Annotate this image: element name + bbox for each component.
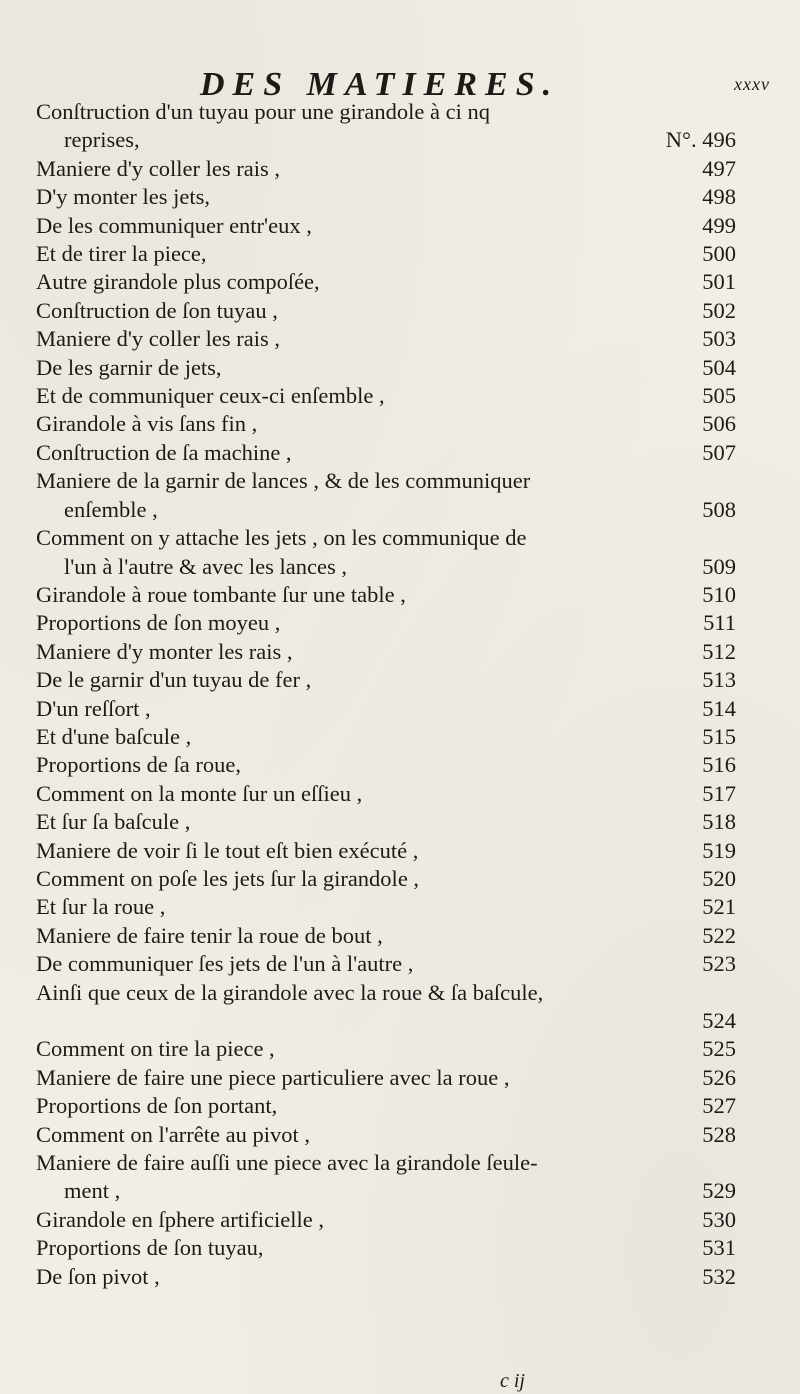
entry-text: Proportions de ſon moyeu , bbox=[36, 610, 281, 636]
entry-number: 514 bbox=[702, 695, 736, 721]
entry-text: Ainſi que ceux de la girandole avec la roue & ſa baſcule, bbox=[36, 979, 544, 1005]
catchword: c ij bbox=[500, 1370, 525, 1392]
index-entry bbox=[36, 1149, 736, 1206]
entry-number: 532 bbox=[702, 1263, 736, 1289]
index-entry bbox=[36, 695, 736, 723]
entry-number: 528 bbox=[702, 1121, 736, 1147]
entry-number: 501 bbox=[702, 269, 736, 295]
entry-text: Maniere d'y coller les rais , bbox=[36, 326, 280, 352]
entry-number: 510 bbox=[702, 581, 736, 607]
index-entry bbox=[36, 808, 736, 836]
entry-number: 507 bbox=[702, 439, 736, 465]
entry-number: 512 bbox=[702, 638, 736, 664]
index-entry bbox=[36, 212, 736, 240]
index-entry bbox=[36, 950, 736, 978]
entry-number: 515 bbox=[702, 723, 736, 749]
entry-number: 516 bbox=[702, 752, 736, 778]
index-entry bbox=[36, 581, 736, 609]
entry-number: 523 bbox=[702, 951, 736, 977]
index-entry bbox=[36, 609, 736, 637]
index-entry bbox=[36, 297, 736, 325]
entry-text: Conſtruction de ſon tuyau , bbox=[36, 297, 278, 323]
entry-number: 499 bbox=[702, 212, 736, 238]
entry-number: 511 bbox=[703, 610, 736, 636]
index-entry bbox=[36, 325, 736, 353]
entry-number: 497 bbox=[702, 155, 736, 181]
entry-number: 530 bbox=[702, 1206, 736, 1232]
entry-number: 508 bbox=[702, 496, 736, 522]
index-entry bbox=[36, 1263, 736, 1291]
entry-text: D'y monter les jets, bbox=[36, 184, 211, 210]
entry-number: 526 bbox=[702, 1064, 736, 1090]
entry-number: 529 bbox=[702, 1178, 736, 1204]
entry-text: Et ſur ſa baſcule , bbox=[36, 809, 191, 835]
entry-number: 517 bbox=[702, 780, 736, 806]
entry-text: Et d'une baſcule , bbox=[36, 723, 192, 749]
index-entry bbox=[36, 1035, 736, 1063]
entry-text: Maniere de la garnir de lances , & de les communiquer bbox=[36, 468, 531, 494]
entry-number: 509 bbox=[702, 553, 736, 579]
entry-text: reprises, bbox=[64, 127, 140, 153]
entry-text: Et de tirer la piece, bbox=[36, 241, 207, 267]
entry-number: 531 bbox=[702, 1235, 736, 1261]
index-entry bbox=[36, 922, 736, 950]
entry-number: 502 bbox=[702, 297, 736, 323]
entry-text: Conſtruction d'un tuyau pour une girandole à ci nq bbox=[36, 99, 490, 124]
entry-text: enſemble , bbox=[64, 496, 158, 522]
entry-text: l'un à l'autre & avec les lances , bbox=[64, 553, 347, 579]
index-entry bbox=[36, 268, 736, 296]
index-entry bbox=[36, 1206, 736, 1234]
entry-text: De les garnir de jets, bbox=[36, 354, 222, 380]
entry-number: 500 bbox=[702, 241, 736, 267]
entry-number: 504 bbox=[702, 354, 736, 380]
index-entry bbox=[36, 1064, 736, 1092]
index-entry bbox=[36, 893, 736, 921]
entry-text: Maniere d'y coller les rais , bbox=[36, 155, 280, 181]
index-entry bbox=[36, 1234, 736, 1262]
index-entry bbox=[36, 183, 736, 211]
running-header bbox=[200, 60, 790, 103]
index-entries bbox=[36, 98, 736, 1291]
index-entry bbox=[36, 98, 736, 155]
entry-number: 503 bbox=[702, 326, 736, 352]
entry-text: Girandole à roue tombante ſur une table , bbox=[36, 581, 406, 607]
index-entry bbox=[36, 751, 736, 779]
index-entry bbox=[36, 354, 736, 382]
entry-number: 527 bbox=[702, 1093, 736, 1119]
entry-text: De ſon pivot , bbox=[36, 1263, 160, 1289]
entry-number: 518 bbox=[702, 809, 736, 835]
entry-number: 498 bbox=[702, 184, 736, 210]
index-entry bbox=[36, 1092, 736, 1120]
index-entry bbox=[36, 382, 736, 410]
index-entry bbox=[36, 439, 736, 467]
entry-number: 522 bbox=[702, 922, 736, 948]
index-entry bbox=[36, 1121, 736, 1149]
entry-number: 525 bbox=[702, 1036, 736, 1062]
index-entry bbox=[36, 780, 736, 808]
entry-text: Maniere de faire une piece particuliere avec la roue , bbox=[36, 1064, 510, 1090]
index-entry bbox=[36, 979, 736, 1036]
entry-text: Et de communiquer ceux-ci enſemble , bbox=[36, 383, 385, 409]
entry-text: Proportions de ſon portant, bbox=[36, 1093, 278, 1119]
entry-text: Maniere de voir ſi le tout eſt bien exécuté , bbox=[36, 837, 419, 863]
index-entry bbox=[36, 240, 736, 268]
entry-text: Conſtruction de ſa machine , bbox=[36, 439, 292, 465]
entry-text: Proportions de ſa roue, bbox=[36, 752, 241, 778]
entry-text: De le garnir d'un tuyau de fer , bbox=[36, 667, 312, 693]
entry-text: Maniere d'y monter les rais , bbox=[36, 638, 293, 664]
index-entry bbox=[36, 524, 736, 581]
entry-text: Maniere de faire tenir la roue de bout , bbox=[36, 922, 383, 948]
entry-text: Proportions de ſon tuyau, bbox=[36, 1235, 264, 1261]
index-entry bbox=[36, 723, 736, 751]
entry-number: 505 bbox=[702, 383, 736, 409]
entry-text: De communiquer ſes jets de l'un à l'autre , bbox=[36, 951, 414, 977]
index-entry bbox=[36, 837, 736, 865]
entry-text: Girandole à vis ſans fin , bbox=[36, 411, 258, 437]
entry-text: Comment on la monte ſur un eſſieu , bbox=[36, 780, 363, 806]
entry-text: Comment on tire la piece , bbox=[36, 1036, 275, 1062]
entry-number: 513 bbox=[702, 667, 736, 693]
entry-number: 519 bbox=[702, 837, 736, 863]
entry-number: 521 bbox=[702, 894, 736, 920]
index-entry bbox=[36, 865, 736, 893]
entry-text: Comment on y attache les jets , on les communique de bbox=[36, 525, 527, 551]
entry-text: Comment on poſe les jets ſur la girandole , bbox=[36, 865, 420, 891]
folio-number: xxxv bbox=[734, 74, 770, 94]
entry-text: De les communiquer entr'eux , bbox=[36, 212, 312, 238]
entry-number: 520 bbox=[702, 865, 736, 891]
index-entry bbox=[36, 467, 736, 524]
entry-text: ment , bbox=[64, 1178, 121, 1204]
entry-text bbox=[36, 1007, 736, 1035]
entry-text: Comment on l'arrête au pivot , bbox=[36, 1121, 310, 1147]
entry-text: Et ſur la roue , bbox=[36, 894, 166, 920]
page-title: DES MATIERES. bbox=[200, 66, 560, 103]
index-entry bbox=[36, 410, 736, 438]
index-entry bbox=[36, 638, 736, 666]
entry-number: 506 bbox=[702, 411, 736, 437]
index-entry bbox=[36, 666, 736, 694]
entry-number: N°. 496 bbox=[665, 127, 736, 153]
index-entry bbox=[36, 155, 736, 183]
entry-text: Maniere de faire auſſi une piece avec la girandole ſeule- bbox=[36, 1150, 538, 1176]
entry-number: 524 bbox=[702, 1008, 736, 1033]
entry-text: Autre girandole plus compoſée, bbox=[36, 269, 320, 295]
entry-text: Girandole en ſphere artificielle , bbox=[36, 1206, 324, 1232]
entry-text: D'un reſſort , bbox=[36, 695, 151, 721]
